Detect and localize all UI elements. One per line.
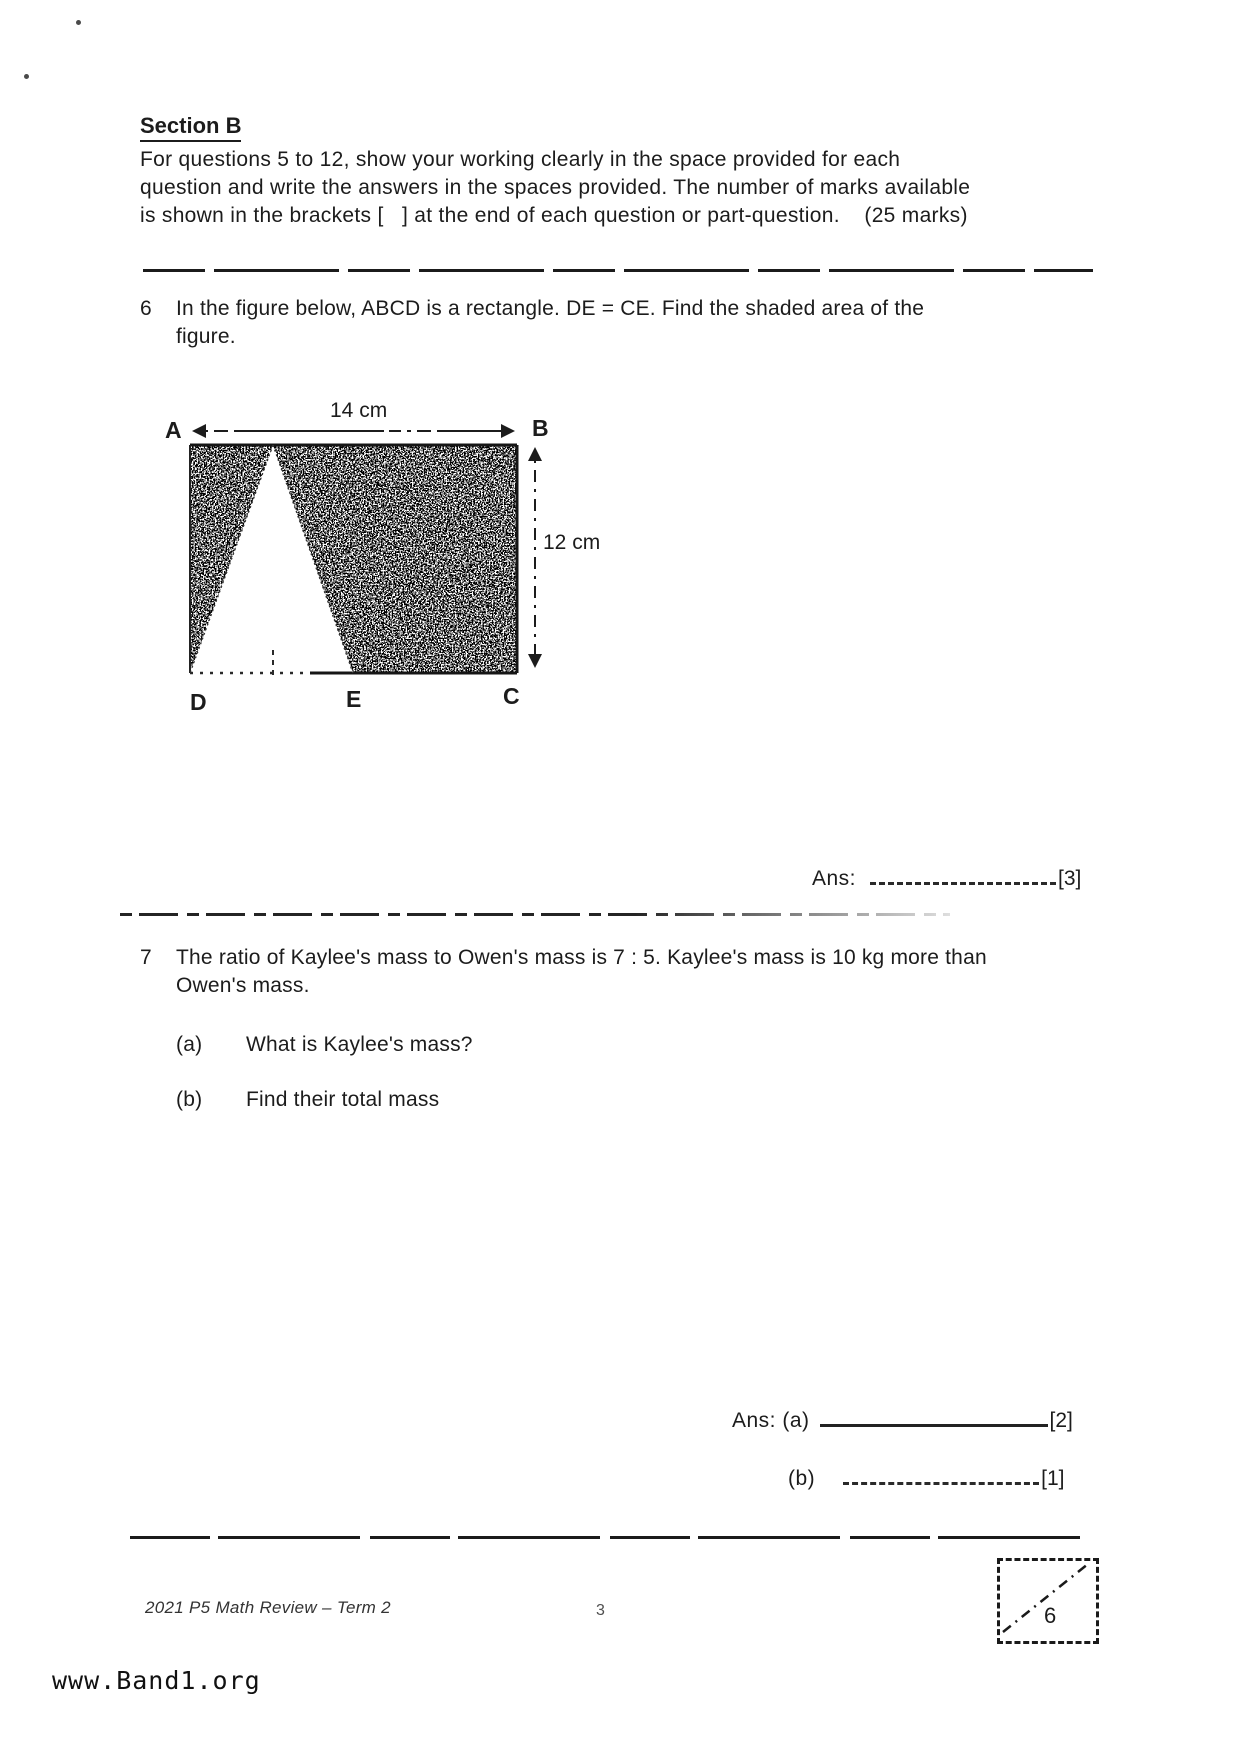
vertex-label-c: C <box>503 683 520 709</box>
part-text: Find their total mass <box>246 1088 440 1111</box>
score-value: 6 <box>1044 1603 1057 1628</box>
instruction-line: question and write the answers in the spaces provided. The number of marks available <box>140 176 971 199</box>
answer-label: Ans: <box>812 867 857 890</box>
instruction-line: For questions 5 to 12, show your working clearly in the space provided for each <box>140 148 901 171</box>
marks-badge: [1] <box>1041 1467 1065 1490</box>
vertex-label-d: D <box>190 689 207 715</box>
separator-line <box>120 913 950 916</box>
answer-blank <box>870 858 1056 885</box>
question-text <box>176 944 987 1141</box>
question-text-line: The ratio of Kaylee's mass to Owen's mass is 7 : 5. Kaylee's mass is 10 kg more than <box>176 946 987 969</box>
shaded-region <box>190 445 517 673</box>
height-dimension-label: 12 cm <box>543 531 601 554</box>
question-text-line: figure. <box>176 325 236 348</box>
answer-row-q7a <box>732 1400 1073 1433</box>
separator-line <box>143 269 1093 272</box>
arrowhead-up <box>528 447 542 461</box>
question-6-figure <box>140 378 640 723</box>
width-dimension-label: 14 cm <box>330 399 388 422</box>
section-title: Section B <box>140 113 241 142</box>
answer-row-q6 <box>812 858 1081 891</box>
part-a <box>176 1031 987 1059</box>
answer-blank <box>820 1400 1048 1427</box>
section-instructions <box>140 146 1105 230</box>
question-parts <box>176 1031 987 1114</box>
footer-source: 2021 P5 Math Review – Term 2 <box>145 1598 391 1617</box>
scan-artifact-dot <box>24 74 29 79</box>
question-text-line: In the figure below, ABCD is a rectangle. DE = CE. Find the shaded area of the <box>176 297 925 320</box>
answer-label: (b) <box>788 1467 816 1490</box>
vertex-label-e: E <box>346 686 362 712</box>
geometry-figure <box>140 378 640 723</box>
marks-badge: [3] <box>1058 867 1082 890</box>
marks-badge: [2] <box>1049 1409 1073 1432</box>
page-number: 3 <box>596 1602 605 1619</box>
separator-line <box>130 1536 1090 1539</box>
question-text <box>176 295 924 351</box>
vertex-label-b: B <box>532 415 549 441</box>
vertex-label-a: A <box>165 417 182 443</box>
answer-blank <box>843 1458 1039 1485</box>
arrowhead-down <box>528 654 542 668</box>
question-text-line: Owen's mass. <box>176 974 310 997</box>
instruction-line: is shown in the brackets [ ] at the end of each question or part-question. (25 marks) <box>140 204 968 227</box>
question-number: 6 <box>140 297 152 320</box>
question-number: 7 <box>140 946 152 969</box>
answer-label: Ans: (a) <box>732 1409 810 1432</box>
arrowhead-left <box>192 424 206 438</box>
answer-row-q7b <box>788 1458 1065 1491</box>
part-text: What is Kaylee's mass? <box>246 1033 473 1056</box>
part-b <box>176 1086 987 1114</box>
part-label: (b) <box>176 1088 203 1111</box>
score-box <box>997 1558 1099 1644</box>
part-label: (a) <box>176 1033 203 1056</box>
watermark: www.Band1.org <box>52 1666 261 1695</box>
arrowhead-right <box>501 424 515 438</box>
question-6 <box>140 295 924 351</box>
question-7 <box>140 944 987 1141</box>
scan-artifact-dot <box>76 20 81 25</box>
